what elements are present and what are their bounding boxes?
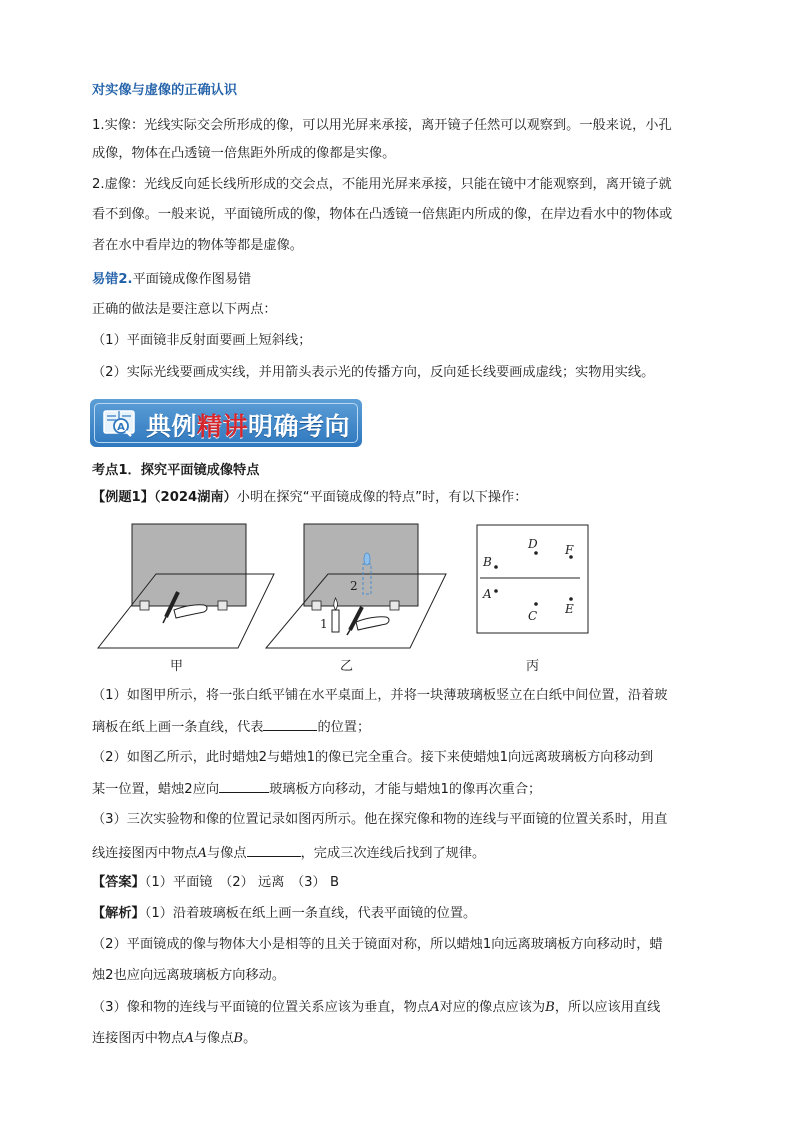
question-2-line-2: 某一位置，蜡烛2应向 玻璃板方向移动，才能与蜡烛1的像再次重合； — [92, 778, 541, 800]
paragraph-virtual-image-2: 看不到像。一般来说，平面镜所成的像，物体在凸透镜一倍焦距内所成的像，在岸边看水中的物体或 — [92, 207, 673, 222]
question-1-line-1: （1）如图甲所示，将一张白纸平铺在水平桌面上，并将一块薄玻璃板竖立在白纸中间位置，沿着玻 — [92, 688, 668, 703]
blank-1[interactable] — [263, 716, 317, 731]
question-2-line-1: （2）如图乙所示，此时蜡烛2与蜡烛1的像已完全重合。接下来使蜡烛1向远离玻璃板方向移动到 — [92, 750, 654, 765]
figure-jia — [96, 522, 286, 652]
example-intro — [92, 488, 527, 508]
example-source: （2024湖南） — [153, 490, 237, 505]
point-1: （1）平面镜非反射面要画上短斜线； — [92, 333, 312, 348]
section-title: 对实像与虚像的正确认识 — [92, 83, 238, 98]
banner-title: 典例精讲明确考向 — [146, 412, 351, 441]
analysis-line-5: 连接图丙中物点A与像点B。 — [92, 1031, 257, 1046]
point-b: B — [483, 555, 492, 569]
question-3-line-2: 线连接图丙中物点A与像点 ，完成三次连线后找到了规律。 — [92, 842, 485, 864]
answer-line — [92, 873, 339, 893]
question-1-line-2: 璃板在纸上画一条直线，代表 的位置； — [92, 716, 370, 738]
example-label: 【例题1】 — [92, 490, 154, 505]
candle-2-label: 2 — [350, 579, 358, 593]
paragraph-real-image-2: 成像，物体在凸透镜一倍焦距外所成的像都是实像。 — [92, 146, 396, 161]
analysis-line-1: 【解析】（1）沿着玻璃板在纸上画一条直线，代表平面镜的位置。 — [92, 906, 477, 921]
point-e: E — [565, 602, 574, 616]
point-d: D — [528, 537, 538, 551]
blank-3[interactable] — [247, 842, 301, 857]
figure-yi — [264, 522, 454, 652]
mistake-heading — [92, 270, 251, 290]
point-a: A — [483, 587, 492, 601]
caption-bing: 丙 — [526, 659, 540, 674]
kaodian-heading: 考点1．探究平面镜成像特点 — [92, 463, 260, 478]
caption-yi: 乙 — [340, 659, 354, 674]
point-f: F — [565, 543, 574, 557]
point-c: C — [528, 609, 538, 623]
answer-text: （1）平面镜 （2） 远离 （3） B — [144, 875, 339, 890]
icon-letter: A — [117, 422, 125, 433]
section-banner — [90, 399, 362, 447]
paragraph-real-image-1: 1.实像：光线实际交会所形成的像，可以用光屏来承接，离开镜子任然可以观察到。一般来说，小孔 — [92, 118, 672, 133]
correct-intro: 正确的做法是要注意以下两点： — [92, 302, 277, 317]
candle-1-label: 1 — [320, 617, 328, 631]
question-3-line-1: （3）三次实验物和像的位置记录如图丙所示。他在探究像和物的连线与平面镜的位置关系时，用直 — [92, 812, 668, 827]
analysis-line-4: （3）像和物的连线与平面镜的位置关系应该为垂直，物点A对应的像点应该为B，所以应该用直线 — [92, 1000, 661, 1015]
caption-jia: 甲 — [170, 659, 184, 674]
blank-2[interactable] — [219, 778, 269, 793]
book-magnifier-icon — [102, 407, 136, 439]
paragraph-virtual-image-1: 2.虚像：光线反向延长线所形成的交会点，不能用光屏来承接，只能在镜中才能观察到，离开镜子就 — [92, 177, 672, 192]
analysis-label: 【解析】 — [92, 906, 145, 921]
example-text: 小明在探究“平面镜成像的特点”时，有以下操作： — [236, 490, 528, 505]
mistake-title: 平面镜成像作图易错 — [132, 272, 252, 287]
analysis-line-3: 烛2也应向远离玻璃板方向移动。 — [92, 968, 286, 983]
mistake-label: 易错2. — [92, 272, 133, 287]
analysis-line-2: （2）平面镜成的像与物体大小是相等的且关于镜面对称，所以蜡烛1向远离玻璃板方向移动时，蜡 — [92, 937, 663, 952]
figure-bing — [476, 524, 590, 634]
answer-label: 【答案】 — [92, 875, 145, 890]
paragraph-virtual-image-3: 者在水中看岸边的物体等都是虚像。 — [92, 238, 303, 253]
point-2: （2）实际光线要画成实线，并用箭头表示光的传播方向，反向延长线要画成虚线；实物用实线。 — [92, 365, 655, 380]
